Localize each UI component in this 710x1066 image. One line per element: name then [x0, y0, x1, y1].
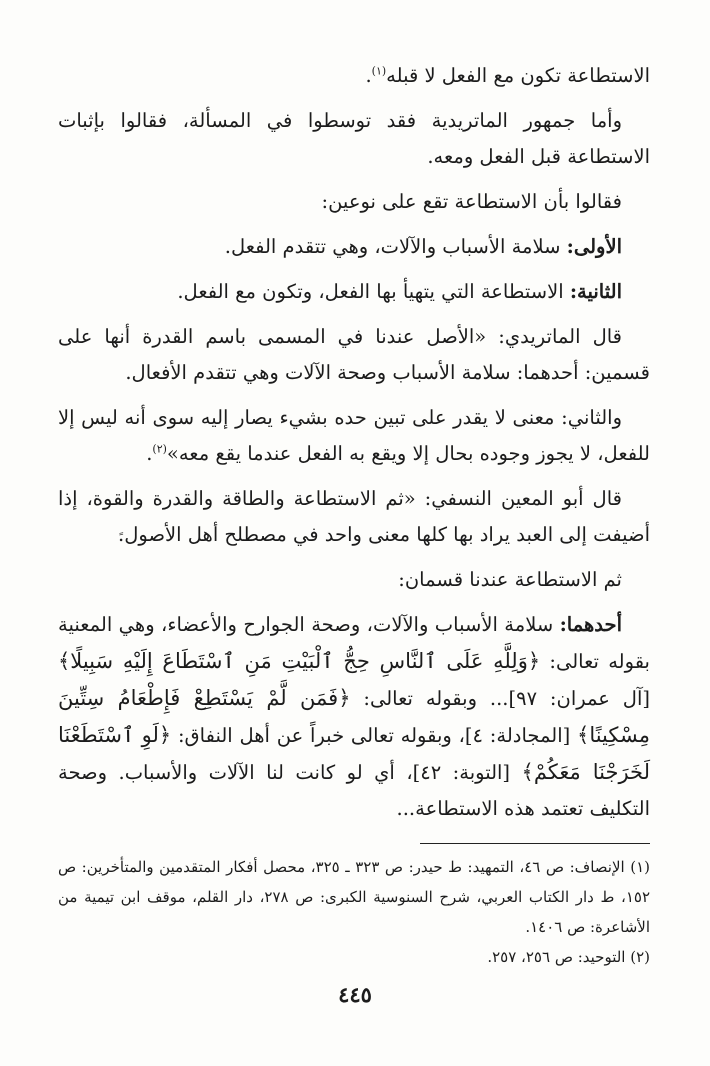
- footnote-1: (١) الإنصاف: ص ٤٦، التمهيد: ط حيدر: ص ٣٢٣ ـ ٣٢٥، محصل أفكار المتقدمين والمتأخرين: ص ١٥٢، ط دار الكتاب العربي، شرح السنوسية الكبرى: ص ٢٧٨، دار القلم، موقف ابن تيمية من الأشاعرة: ص ١٤٠٦.: [58, 858, 650, 936]
- footnote-2: (٢) التوحيد: ص ٢٥٦، ٢٥٧.: [487, 948, 650, 966]
- quran-quote-1: ﴿وَلِلَّهِ عَلَى ٱلنَّاسِ حِجُّ ٱلْبَيْتِ مَنِ ٱسْتَطَاعَ إِلَيْهِ سَبِيلًا﴾: [58, 649, 541, 673]
- paragraph-continuation: الاستطاعة تكون مع الفعل لا قبله$^{(١)}$.: [365, 64, 650, 87]
- paragraph-first-kind: أحدهما: سلامة الأسباب والآلات، وصحة الجوارح والأعضاء، وهي المعنية بقوله تعالى: ﴿وَلِلَّهِ عَلَى ٱلنَّاسِ حِجُّ ٱلْبَيْتِ مَنِ ٱسْتَطَاعَ إِلَيْهِ سَبِيلًا﴾ [آل عمران: ٩٧]... وبقوله تعالى: ﴿فَمَن لَّمْ يَسْتَطِعْ فَإِطْعَامُ سِتِّينَ مِسْكِينًا﴾ [المجادلة: ٤]، وبقوله تعالى خبراً عن أهل النفاق: ﴿لَوِ ٱسْتَطَعْنَا لَخَرَجْنَا مَعَكُمْ﴾ [التوبة: ٤٢]، أي لو كانت لنا الآلات والأسباب. وصحة التكليف تعتمد هذه الاستطاعة...: [58, 613, 651, 820]
- book-page: [58, 58, 650, 836]
- footnote-divider: [420, 843, 650, 844]
- label-first: الأولى:: [566, 235, 622, 258]
- paragraph-maturidi-quote: قال الماتريدي: «الأصل عندنا في المسمى باسم القدرة أنها على قسمين: أحدهما: سلامة الأسباب وصحة الآلات وهي تتقدم الأفعال.: [58, 325, 650, 384]
- footnotes: [58, 852, 650, 972]
- quran-quote-2: ﴿فَمَن لَّمْ يَسْتَطِعْ فَإِطْعَامُ سِتِّينَ مِسْكِينًا﴾: [58, 686, 650, 747]
- paragraph-second-type: الثانية: الاستطاعة التي يتهيأ بها الفعل، وتكون مع الفعل.: [177, 280, 622, 303]
- page-number: ٤٤٥: [338, 982, 372, 1007]
- paragraph-two-types: فقالوا بأن الاستطاعة تقع على نوعين:: [321, 190, 622, 213]
- paragraph-first-type: الأولى: سلامة الأسباب والآلات، وهي تتقدم الفعل.: [224, 235, 622, 258]
- paragraph-nasafi-quote: قال أبو المعين النسفي: «ثم الاستطاعة والطاقة والقدرة والقوة، إذا أضيفت إلى العبد يراد بها كلها معنى واحد في مصطلح أهل الأصول.: [58, 487, 650, 546]
- footnote-ref-2: (٢): [152, 442, 167, 456]
- paragraph-two-kinds: ثم الاستطاعة عندنا قسمان:: [398, 568, 622, 591]
- footnote-ref-1: (١): [371, 64, 387, 78]
- paragraph-second-meaning: والثاني: معنى لا يقدر على تبين حده بشيء يصار إليه سوى أنه ليس إلا للفعل، لا يجوز وجوده بحال إلا ويقع به الفعل عندما يقع معه»$^{(٢)}$.: [58, 406, 650, 465]
- label-first-kind: أحدهما:: [559, 613, 622, 636]
- label-second: الثانية:: [569, 280, 622, 303]
- quran-quote-3: ﴿لَوِ ٱسْتَطَعْنَا لَخَرَجْنَا مَعَكُمْ﴾: [58, 723, 651, 784]
- paragraph-maturidiyya: وأما جمهور الماتريدية فقد توسطوا في المسألة، فقالوا بإثبات الاستطاعة قبل الفعل ومعه.: [58, 109, 650, 168]
